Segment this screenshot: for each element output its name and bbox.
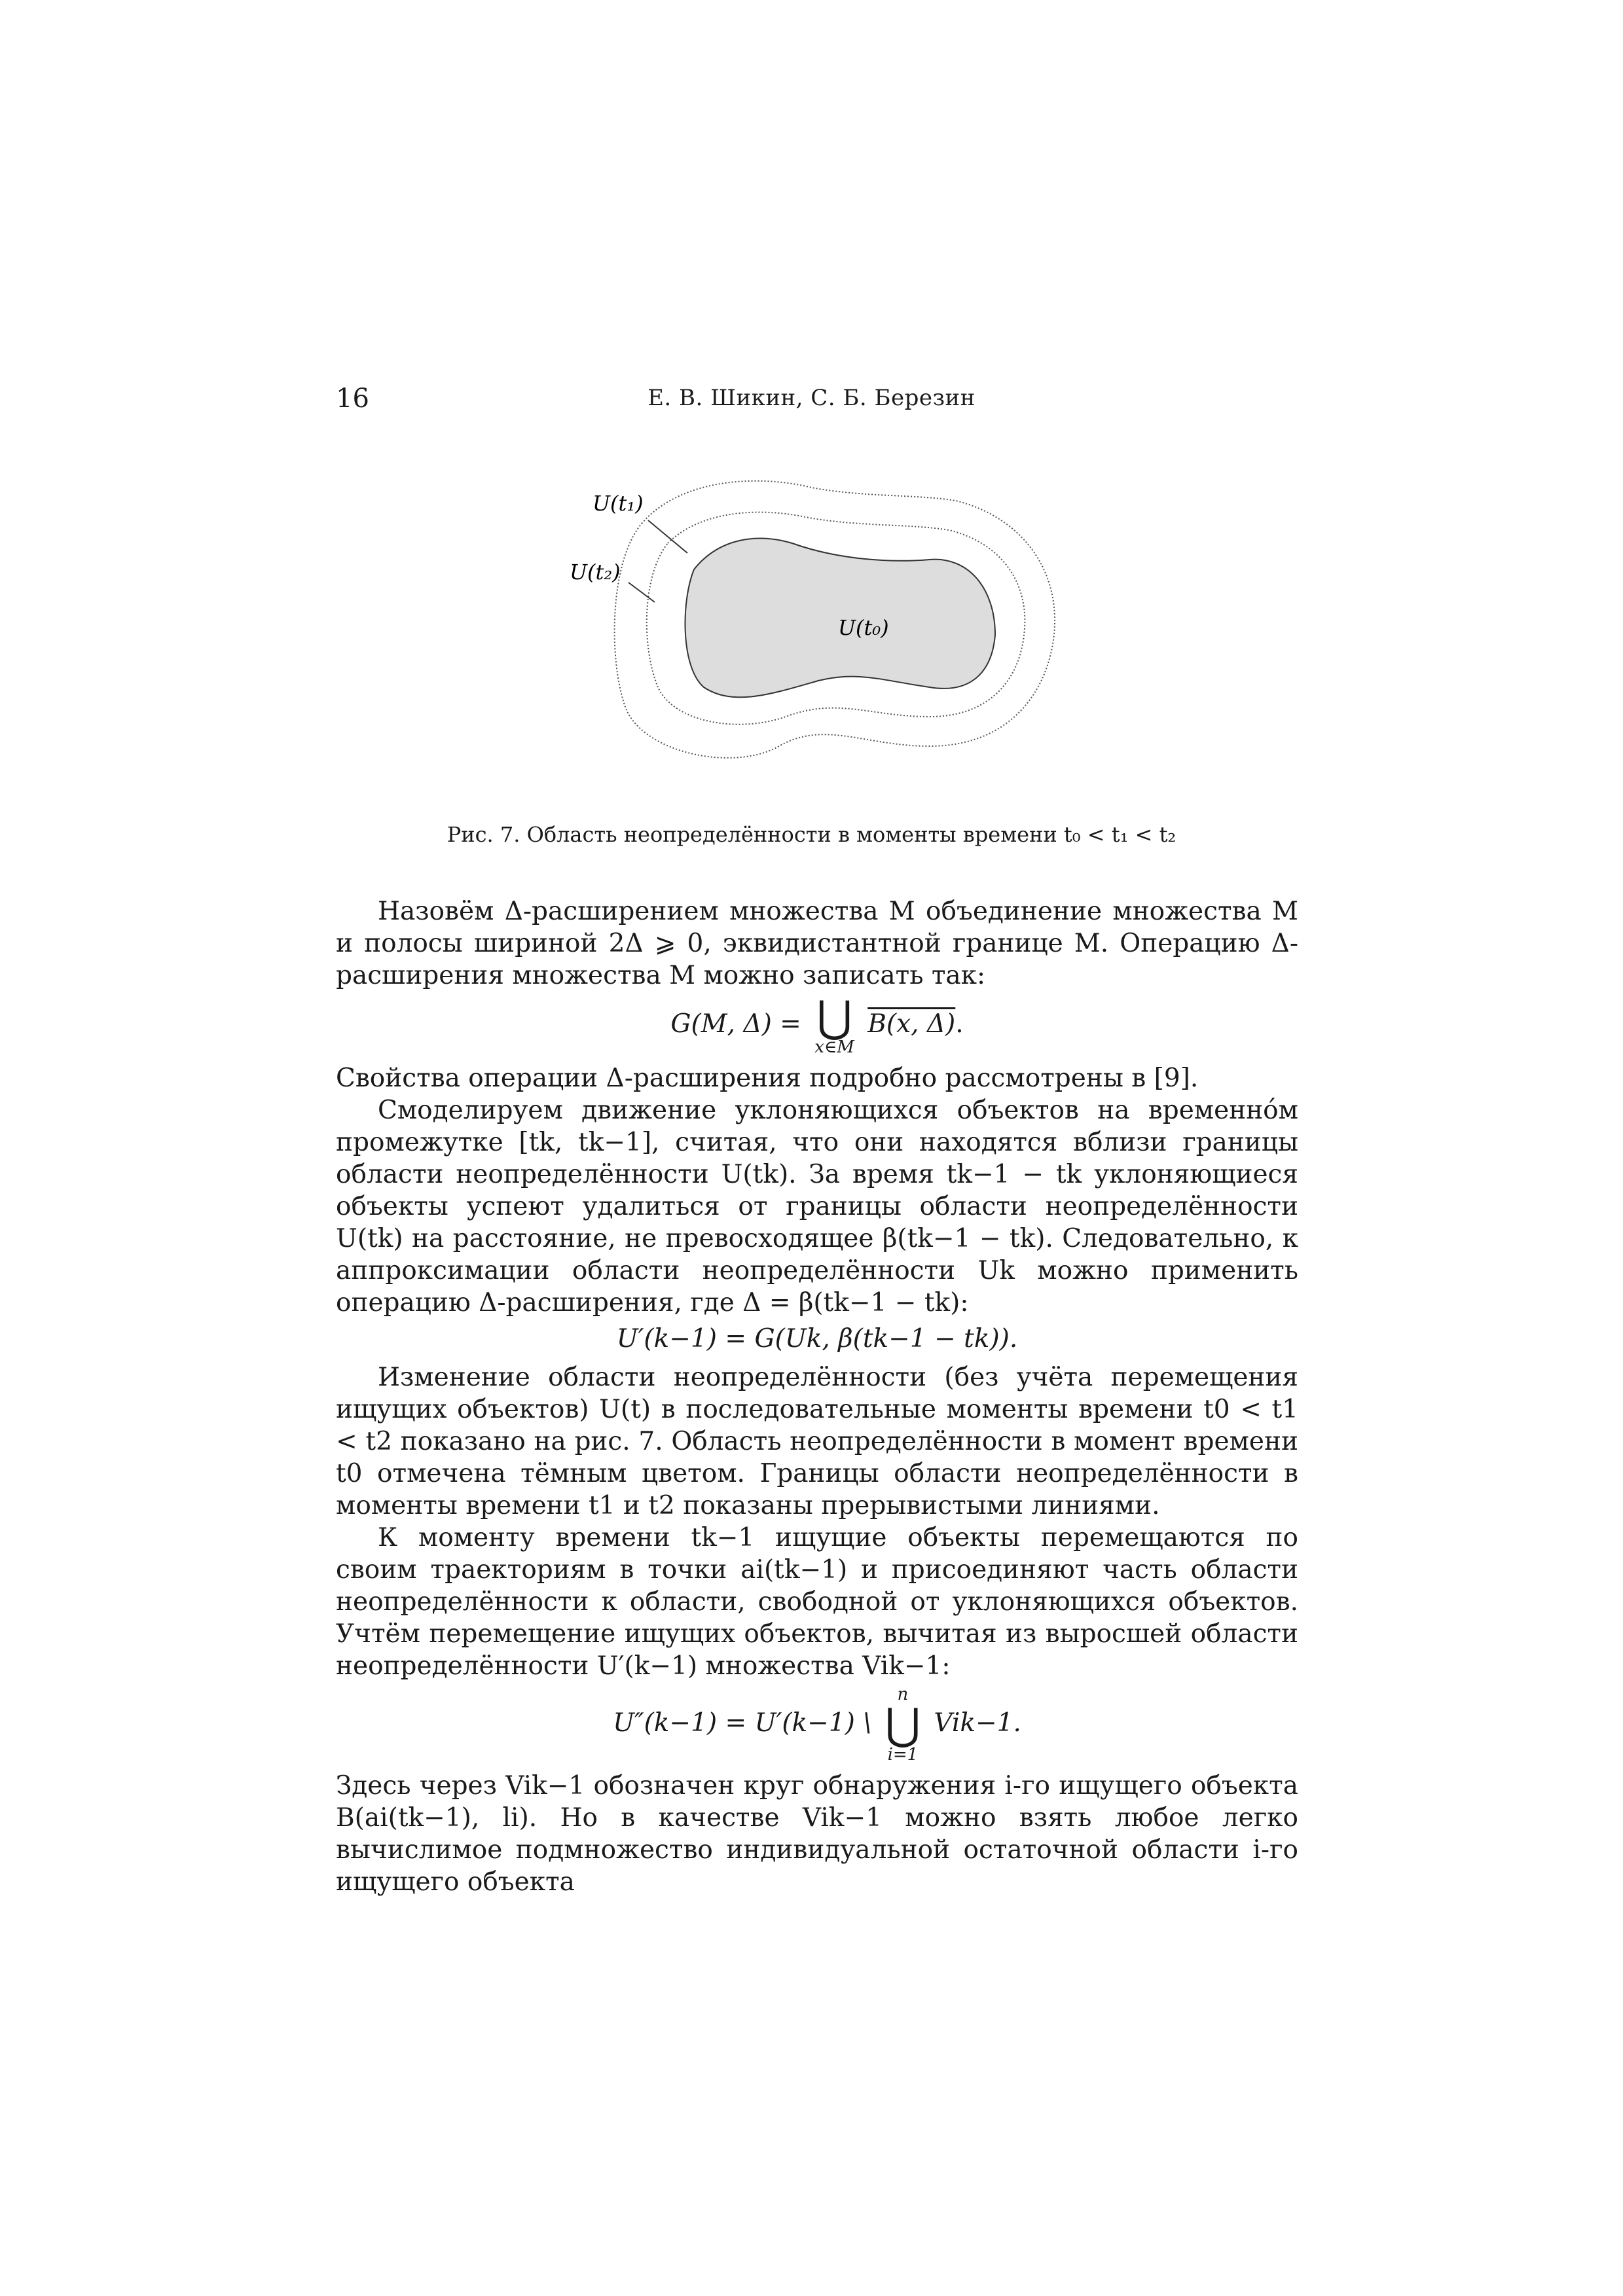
- formula-g-delta: [336, 992, 1298, 1057]
- paragraph-2: Свойства операции Δ-расширения подробно рассмотрены в [9].: [336, 1064, 1199, 1093]
- f3-union-symbol: ⋃: [884, 1699, 921, 1749]
- f1-union-sub: x∈M: [814, 1037, 854, 1057]
- leader-t1: [648, 520, 687, 553]
- paragraph-3: Смоделируем движение уклоняющихся объектов на временно́м промежутке [tk, tk−1], считая, что они находятся вблизи границы области неопределённости U(tk). За время tk−1 − tk уклоняющиеся объекты успеют удалиться от границы области неопределённости U(tk) на расстояние, не превосходящее β(tk−1 − tk). Следовательно, к аппроксимации области неопределённости Uk можно применить операцию Δ-расширения, где Δ = β(tk−1 − tk):: [336, 1096, 1298, 1318]
- label-t2: U(t₂): [570, 560, 621, 584]
- formula-u-double-prime: [336, 1686, 1298, 1763]
- f1-union-symbol: ⋃: [816, 992, 852, 1042]
- f3-lhs: U″(k−1) = U′(k−1) \: [613, 1708, 872, 1738]
- label-t0: U(t₀): [838, 615, 889, 640]
- formula-u-prime: U′(k−1) = G(Uk, β(tk−1 − tk)).: [616, 1324, 1018, 1354]
- paragraph-4: Изменение области неопределённости (без учёта перемещения ищущих объектов) U(t) в последовательные моменты времени t0 < t1 < t2 показано на рис. 7. Область неопределённости в момент времени t0 отмечена тёмным цветом. Границы области неопределённости в моменты времени t1 и t2 показаны прерывистыми линиями.: [336, 1363, 1298, 1520]
- f3-union-op: [885, 1686, 921, 1763]
- label-t1: U(t₁): [593, 491, 644, 516]
- page-number: 16: [336, 384, 369, 414]
- f3-union-sub: i=1: [887, 1745, 919, 1765]
- f3-rhs: Vik−1.: [934, 1708, 1021, 1738]
- body-text: [336, 895, 1298, 1898]
- running-head: Е. В. Шикин, С. Б. Березин: [647, 385, 976, 411]
- f1-rhs: B(x, Δ): [867, 1009, 956, 1039]
- paragraph-1: Назовём Δ-расширением множества M объединение множества M и полосы шириной 2Δ ⩾ 0, эквидистантной границе M. Операцию Δ-расширения множества M можно записать так:: [336, 897, 1298, 990]
- paragraph-6: Здесь через Vik−1 обозначен круг обнаружения i-го ищущего объекта B(ai(tk−1), li). Но в качестве Vik−1 можно взять любое легко вычислимое подмножество индивидуальной остаточной области i-го ищущего объекта: [336, 1771, 1298, 1897]
- f1-union-op: [814, 992, 854, 1057]
- f1-end: .: [955, 1009, 964, 1039]
- paragraph-5: К моменту времени tk−1 ищущие объекты перемещаются по своим траекториям в точки ai(tk−1) и присоединяют часть области неопределённости к области, свободной от уклоняющихся объектов. Учтём перемещение ищущих объектов, вычитая из выросшей области неопределённости U′(k−1) множества Vik−1:: [336, 1523, 1298, 1681]
- f1-lhs: G(M, Δ) =: [670, 1009, 801, 1039]
- figure-caption: Рис. 7. Область неопределённости в моменты времени t₀ < t₁ < t₂: [447, 822, 1176, 847]
- leader-t2: [629, 583, 655, 602]
- uncertainty-region-diagram: [563, 471, 1074, 779]
- figure-7: [563, 471, 1074, 779]
- f3-union-sup: n: [897, 1685, 909, 1704]
